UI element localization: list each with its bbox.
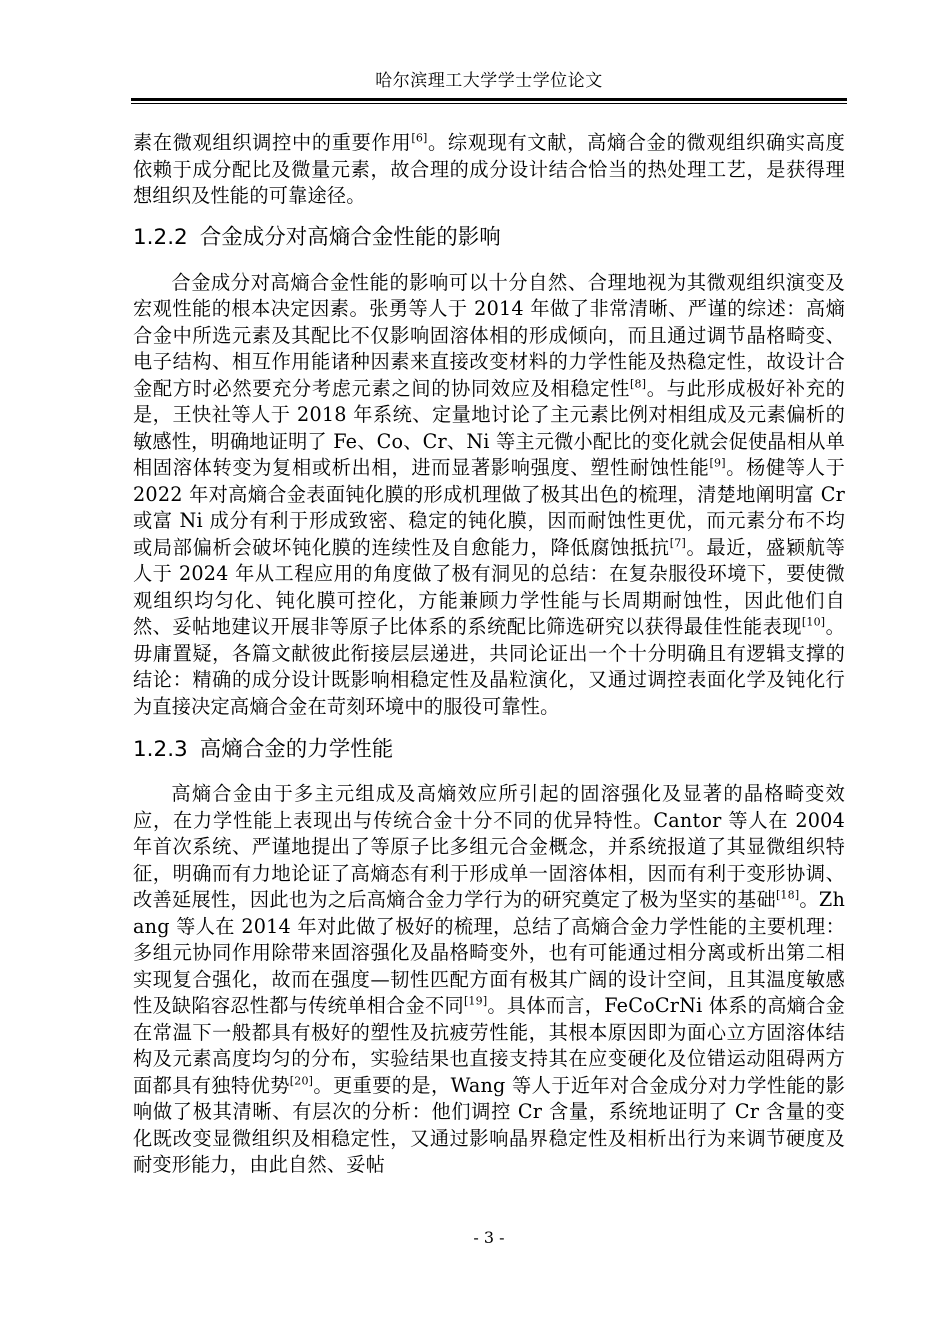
- text-run: 。具体而言，FeCoCrNi 体系的高熵合金在常温下一般都具有极好的塑性及抗疲劳性能，其根本原因即为面心立方固溶体结构及元素高度均匀的分布，实验结果也直接支持其在应变硬化及位错运动阻碍两方面都具有独特优势: [133, 994, 845, 1097]
- citation-7: [7]: [669, 536, 686, 550]
- section-number: 1.2.3: [133, 737, 188, 762]
- text-run: 高熵合金由于多主元组成及高熵效应所引起的固溶强化及显著的晶格畸变效应，在力学性能上表现出与传统合金十分不同的优异特性。Cantor 等人在 2004 年首次系统、严谨地提出了等原子比多组元合金概念，并系统报道了其显微组织特征，明确而有力地论证了高熵态有利于形成单一固溶体相，因而有利于变形协调、改善延展性，因此也为之后高熵合金力学行为的研究奠定了极为坚实的基础: [133, 782, 845, 911]
- section-title: 合金成分对高熵合金性能的影响: [199, 224, 501, 250]
- citation-20: [20]: [289, 1074, 314, 1088]
- text-run: 。杨健等人于 2022 年对高熵合金表面钝化膜的形成机理做了极其出色的梳理，清楚地阐明富 Cr 或富 Ni 成分有利于形成致密、稳定的钝化膜，因而耐蚀性更优，而元素分布不均或局部偏析会破坏钝化膜的连续性及自愈能力，降低腐蚀抵抗: [133, 456, 845, 559]
- section-title: 高熵合金的力学性能: [199, 737, 394, 762]
- running-header: 哈尔滨理工大学学士学位论文: [375, 71, 603, 91]
- citation-8: [8]: [630, 377, 647, 391]
- text-run: 。更重要的是，Wang 等人于近年对合金成分对力学性能的影响做了极其清晰、有层次的分析：他们调控 Cr 含量，系统地证明了 Cr 含量的变化既改变显微组织及相稳定性，又通过影响晶界稳定性及相析出行为来调节硬度及耐变形能力，由此自然、妥帖: [133, 1073, 845, 1176]
- section-heading-1-2-2: [133, 223, 845, 253]
- section-number: 1.2.2: [133, 224, 188, 250]
- section-1-2-3-paragraph: [133, 781, 845, 1179]
- text-run: 合金成分对高熵合金性能的影响可以十分自然、合理地视为其微观组织演变及宏观性能的根本决定因素。张勇等人于 2014 年做了非常清晰、严谨的综述：高熵合金中所选元素及其配比不仅影响固溶体相的形成倾向，而且通过调节晶格畸变、电子结构、相互作用能诸种因素来直接改变材料的力学性能及热稳定性，故设计合金配方时必然要充分考虑元素之间的协同效应及相稳定性: [133, 270, 845, 400]
- section-heading-1-2-3: [133, 735, 845, 765]
- citation-6: [6]: [411, 131, 428, 145]
- text-run: 。Zhang 等人在 2014 年对此做了极好的梳理，总结了高熵合金力学性能的主要机理：多组元协同作用除带来固溶强化及晶格畸变外，也有可能通过相分离或析出第二相实现复合强化，故而在强度—韧性匹配方面有极其广阔的设计空间，且其温度敏感性及缺陷容忍性都与传统单相合金不同: [133, 888, 845, 1017]
- text-run: 。与此形成极好补充的是，王快社等人于 2018 年系统、定量地讨论了主元素比例对相组成及元素偏析的敏感性，明确地证明了 Fe、Co、Cr、Ni 等主元微小配比的变化就会促使晶相从单相固溶体转变为复相或析出相，进而显著影响强度、塑性耐蚀性能: [133, 376, 846, 479]
- header-rule-thin: [131, 103, 847, 104]
- citation-9: [9]: [709, 456, 726, 470]
- intro-text-b: 。综观现有文献，高熵合金的微观组织确实高度依赖于成分配比及微量元素，故合理的成分设计结合恰当的热处理工艺，是获得理想组织及性能的可靠途径。: [133, 131, 845, 207]
- section-1-2-2-paragraph: [133, 270, 845, 721]
- citation-10: [10]: [801, 615, 826, 629]
- citation-18: [18]: [775, 888, 800, 902]
- body-content: [133, 130, 845, 1179]
- page-number: - 3 -: [473, 1228, 505, 1247]
- text-run: 。最近，盛颖航等人于 2024 年从工程应用的角度做了极有洞见的总结：在复杂服役环境下，要使微观组织均匀化、钝化膜可控化，方能兼顾力学性能与长周期耐蚀性，因此他们自然、妥帖地建议开展非等原子比体系的系统配比筛选研究以获得最佳性能表现: [133, 535, 845, 638]
- intro-text-a: 素在微观组织调控中的重要作用: [133, 131, 412, 154]
- intro-paragraph: [133, 130, 845, 210]
- citation-19: [19]: [463, 994, 488, 1008]
- text-run: 。毋庸置疑，各篇文献彼此衔接层层递进，共同论证出一个十分明确且有逻辑支撑的结论：精确的成分设计既影响相稳定性及晶粒演化，又通过调控表面化学及钝化行为直接决定高熵合金在苛刻环境中的服役可靠性。: [133, 615, 845, 718]
- header-rule-thick: [131, 98, 847, 101]
